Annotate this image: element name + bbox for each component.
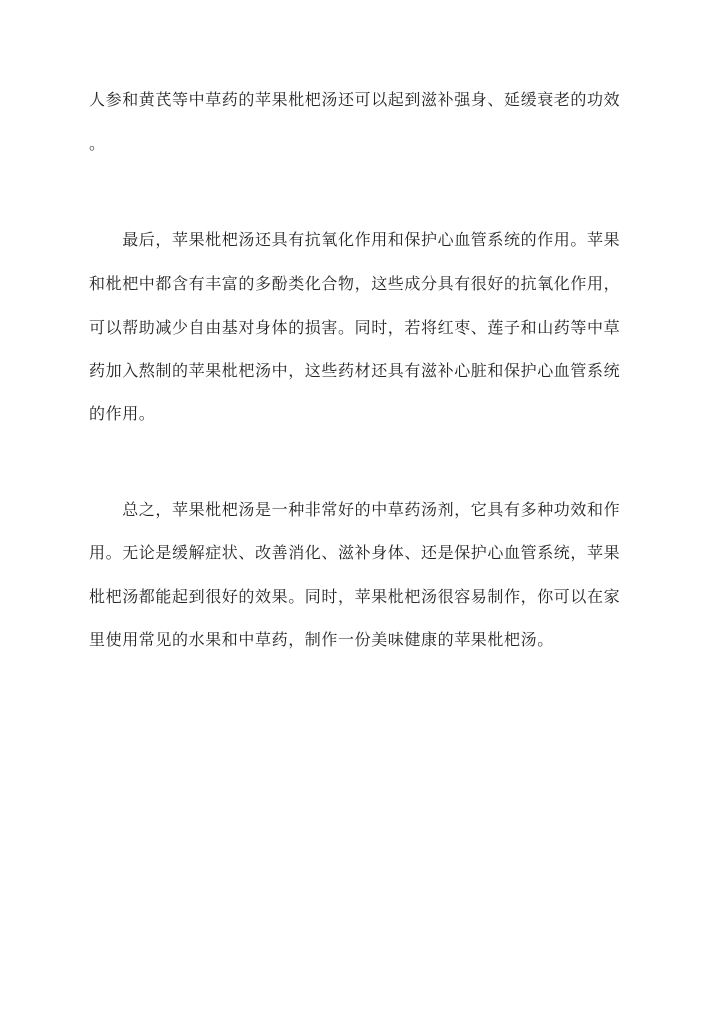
paragraph-2-line-3: 可以帮助减少自由基对身体的损害。同时，若将红枣、莲子和山药等中草 (89, 318, 621, 337)
paragraph-2-line-4: 药加入熬制的苹果枇杷汤中，这些药材还具有滋补心脏和保护心血管系统 (89, 361, 621, 380)
paragraph-3-line-3: 枇杷汤都能起到很好的效果。同时，苹果枇杷汤很容易制作，你可以在家 (89, 587, 621, 606)
paragraph-3-line-1: 总之，苹果枇杷汤是一种非常好的中草药汤剂，它具有多种功效和作 (89, 500, 621, 519)
paragraph-1-line-2: 。 (89, 134, 106, 153)
paragraph-3-line-2: 用。无论是缓解症状、改善消化、滋补身体、还是保护心血管系统，苹果 (89, 543, 621, 562)
paragraph-2-line-5: 的作用。 (89, 404, 156, 423)
paragraph-3-line-4: 里使用常见的水果和中草药，制作一份美味健康的苹果枇杷汤。 (89, 630, 554, 649)
paragraph-1-line-1: 人参和黄芪等中草药的苹果枇杷汤还可以起到滋补强身、延缓衰老的功效 (89, 90, 621, 109)
paragraph-2-line-2: 和枇杷中都含有丰富的多酚类化合物，这些成分具有很好的抗氧化作用， (89, 274, 621, 293)
paragraph-2-line-1: 最后，苹果枇杷汤还具有抗氧化作用和保护心血管系统的作用。苹果 (89, 230, 621, 249)
